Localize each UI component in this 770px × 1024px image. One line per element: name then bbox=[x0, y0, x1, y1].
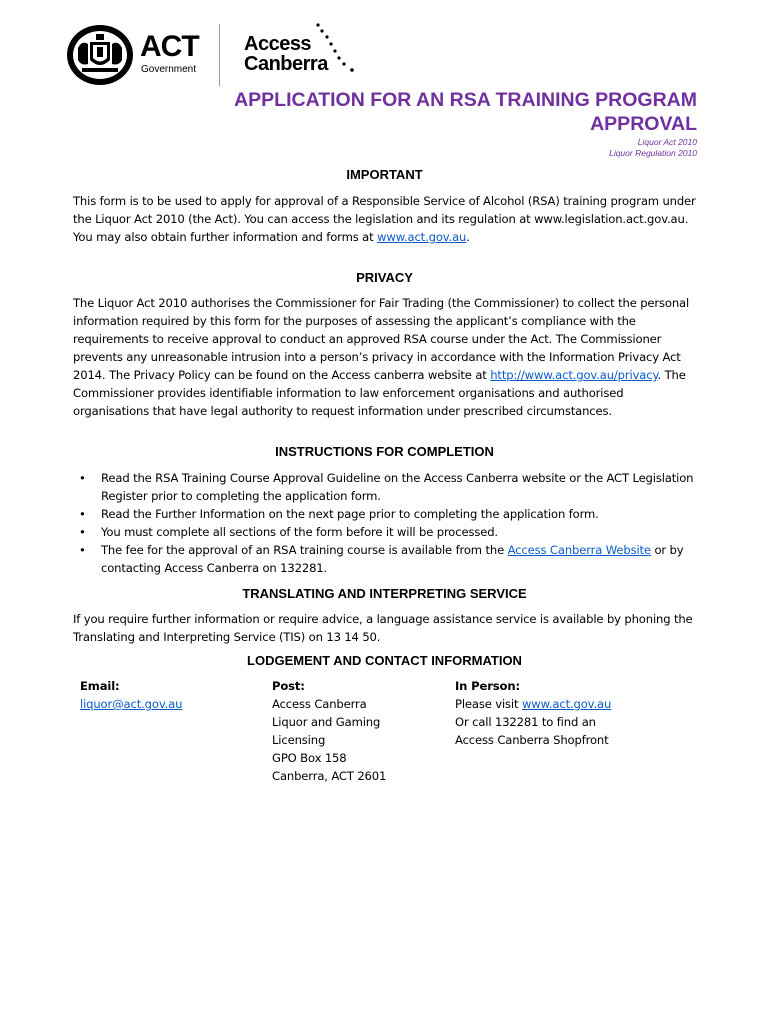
post-column bbox=[272, 677, 386, 785]
privacy-heading: PRIVACY bbox=[356, 270, 413, 285]
instruction-text: Read the Further Information on the next page prior to completing the application form. bbox=[101, 507, 599, 521]
instruction-text: Read the RSA Training Course Approval Guideline on the Access Canberra website or the ACT Legislation Register prior to completing the application form. bbox=[101, 471, 694, 503]
post-address-line: Licensing bbox=[272, 733, 326, 747]
access-canberra-dots-icon bbox=[308, 22, 358, 82]
liquor-act-ref: Liquor Act 2010 bbox=[637, 137, 697, 147]
list-item bbox=[79, 541, 698, 577]
email-label: Email: bbox=[80, 679, 120, 693]
post-address-line: Liquor and Gaming bbox=[272, 715, 381, 729]
instruction-text: The fee for the approval of an RSA training course is available from the bbox=[101, 543, 508, 557]
translating-paragraph: If you require further information or require advice, a language assistance service is available by phoning the Translating and Interpreting Service (TIS) on 13 14 50. bbox=[73, 612, 693, 644]
access-canberra-line2: Canberra bbox=[244, 53, 328, 75]
privacy-text: The Liquor Act 2010 authorises the Commissioner for Fair Trading (the Commissioner) to collect the personal information required by this form for the purposes of assessing the applicant’s compliance with the requirements to receive approval to conduct an approved RSA course under the Act. The Commissioner prevents any unreasonable intrusion into a person’s privacy in accordance with the Information Privacy Act 2014. The Privacy Policy can be found on the Access canberra website at bbox=[73, 296, 690, 382]
form-title-line1: APPLICATION FOR AN RSA TRAINING PROGRAM bbox=[234, 89, 697, 111]
access-canberra-line1: Access bbox=[244, 33, 312, 55]
logo-divider bbox=[219, 24, 220, 86]
bullet: • bbox=[79, 525, 86, 539]
privacy-text-end: . The Commissioner provides identifiable information to law enforcement organisations and authorised organisations that have legal authority to request information under prescribed circumstances. bbox=[73, 368, 686, 418]
act-coat-of-arms-icon bbox=[66, 24, 134, 86]
post-address-line: GPO Box 158 bbox=[272, 751, 347, 765]
post-address-line: Canberra, ACT 2601 bbox=[272, 769, 387, 783]
instruction-text-end: or by contacting Access Canberra on 132281. bbox=[101, 543, 684, 575]
access-canberra-website-link[interactable]: Access Canberra Website bbox=[507, 543, 651, 557]
privacy-policy-link[interactable]: http://www.act.gov.au/privacy bbox=[490, 368, 658, 382]
privacy-paragraph bbox=[73, 294, 698, 420]
liquor-regulation-ref: Liquor Regulation 2010 bbox=[609, 148, 697, 158]
header-logos bbox=[66, 22, 376, 92]
bullet: • bbox=[79, 543, 86, 557]
legislation-references bbox=[609, 137, 697, 159]
bullet: • bbox=[79, 507, 86, 521]
important-text-end: . bbox=[466, 230, 470, 244]
email-link[interactable]: liquor@act.gov.au bbox=[80, 697, 183, 711]
instructions-list bbox=[73, 469, 698, 577]
in-person-label: In Person: bbox=[455, 679, 520, 693]
act-gov-visit-link[interactable]: www.act.gov.au bbox=[521, 697, 612, 711]
list-item bbox=[79, 469, 698, 505]
act-government-text: Government bbox=[141, 64, 197, 75]
list-item bbox=[79, 523, 698, 541]
in-person-text: Please visit bbox=[455, 697, 522, 711]
in-person-line bbox=[455, 695, 611, 713]
form-title bbox=[97, 88, 697, 136]
important-text: This form is to be used to apply for approval of a Responsible Service of Alcohol (RSA) training program under the Liquor Act 2010 (the Act). You can access the legislation and its regulation at www.legislation.act.gov.au. You may also obtain further information and forms at bbox=[73, 194, 696, 244]
instructions-heading: INSTRUCTIONS FOR COMPLETION bbox=[275, 444, 494, 459]
in-person-line: Access Canberra Shopfront bbox=[455, 733, 609, 747]
in-person-line: Or call 132281 to find an bbox=[455, 715, 596, 729]
list-item bbox=[79, 505, 698, 523]
translating-heading: TRANSLATING AND INTERPRETING SERVICE bbox=[242, 586, 527, 601]
post-label: Post: bbox=[272, 679, 305, 693]
email-column bbox=[80, 677, 182, 713]
instruction-text: You must complete all sections of the form before it will be processed. bbox=[101, 525, 498, 539]
in-person-column bbox=[455, 677, 611, 749]
important-heading: IMPORTANT bbox=[346, 167, 423, 182]
bullet: • bbox=[79, 471, 86, 485]
lodgement-heading: LODGEMENT AND CONTACT INFORMATION bbox=[247, 653, 522, 668]
act-gov-link[interactable]: www.act.gov.au bbox=[377, 230, 467, 244]
post-address-line: Access Canberra bbox=[272, 697, 367, 711]
important-paragraph bbox=[73, 192, 698, 246]
act-logo-text: ACT bbox=[140, 30, 199, 63]
form-title-line2: APPROVAL bbox=[590, 113, 697, 135]
